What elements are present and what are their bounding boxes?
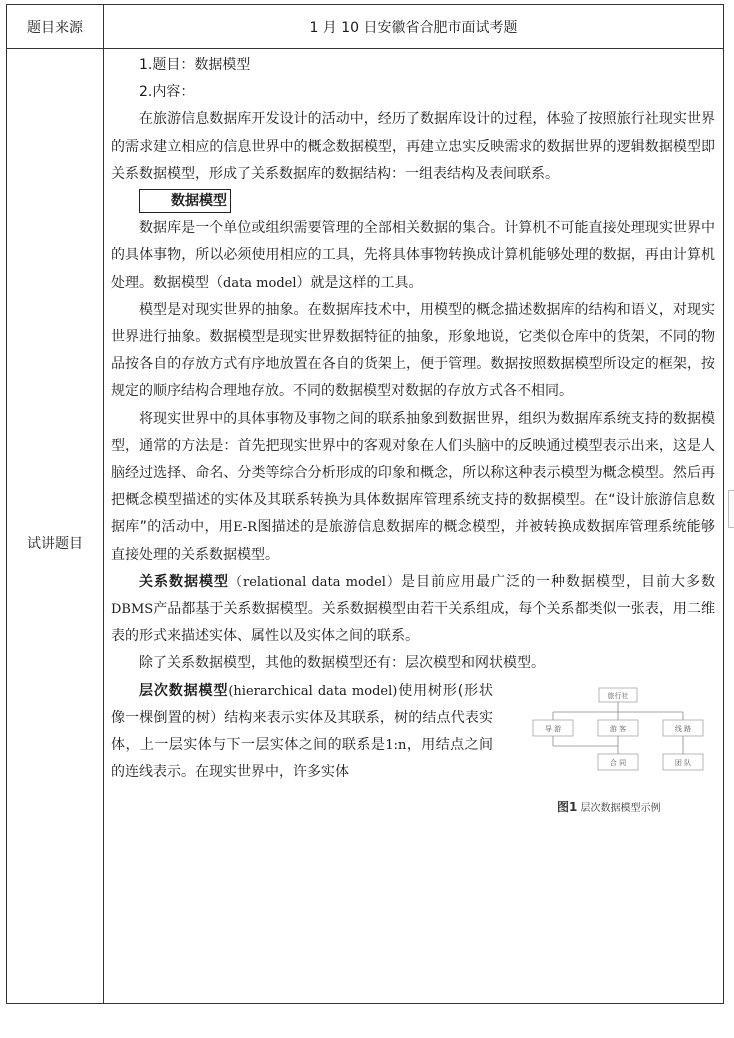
other-models-paragraph: 除了关系数据模型，其他的数据模型还有：层次模型和网状模型。 (139, 655, 545, 672)
page-edge-tab (728, 490, 734, 528)
node-left-label: 导 游 (544, 724, 562, 733)
hierarchy-figure (521, 684, 715, 814)
header-divider (7, 48, 723, 49)
relational-paragraph: 关系数据模型（relational data model）是目前应用最广泛的一种数据模型，目前大多数DBMS产品都基于关系数据模型。关系数据模型由若干关系组成，每个关系都类似一张表，用二维表的形式来描述实体、属性以及实体之间的联系。 (111, 573, 715, 645)
node-middle-label: 游 客 (609, 724, 627, 733)
lecture-topic-label: 试讲题目 (27, 536, 83, 552)
source-value: 1 月 10 日安徽省合肥市面试考题 (309, 19, 518, 36)
intro-paragraph: 在旅游信息数据库开发设计的活动中，经历了数据库设计的过程，体验了按照旅行社现实世界的需求建立相应的信息世界中的概念数据模型，再建立忠实反映需求的数据世界的逻辑数据模型即关系数据模型，形成了关系数据库的数据结构：一组表结构及表间联系。 (111, 111, 715, 182)
node-bottom-left-label: 合 同 (609, 758, 627, 767)
hierarchical-block (111, 678, 715, 814)
figure-caption: 图1 层次数据模型示例 (557, 799, 661, 814)
section-heading-row (111, 188, 715, 215)
source-label: 题目来源 (27, 19, 83, 36)
section-heading: 数据模型 (139, 189, 231, 213)
hierarchy-diagram (521, 684, 715, 794)
hierarchical-paragraph: 层次数据模型(hierarchical data model)使用树形(形状像一棵倒置的树）结构来表示实体及其联系，树的结点代表实体，上一层实体与下一层实体之间的联系是1:n，用结点之间的连线表示。在现实世界中，许多实体 (111, 682, 494, 781)
node-root-label: 旅行社 (607, 691, 629, 700)
content-line: 2.内容： (139, 84, 195, 101)
content-cell (111, 52, 715, 814)
model-paragraph: 模型是对现实世界的抽象。在数据库技术中，用模型的概念描述数据库的结构和语义，对现实世界进行抽象。数据模型是现实世界数据特征的抽象，形象地说，它类似仓库中的货架，不同的物品按各自的存放方式有序地放置在各自的货架上，便于管理。数据按照数据模型所设定的框架，按规定的顺序结构合理地存放。不同的数据模型对数据的存放方式各不相同。 (111, 301, 715, 400)
topic-line: 1.题目：数据模型 (139, 57, 251, 73)
exam-table (6, 4, 724, 1004)
column-divider (103, 5, 104, 1003)
database-paragraph: 数据库是一个单位或组织需要管理的全部相关数据的集合。计算机不可能直接处理现实世界中的具体事物，所以必须使用相应的工具，先将具体事物转换成计算机能够处理的数据，再由计算机处理。数据模型（data model）就是这样的工具。 (111, 220, 715, 291)
node-right-label: 线 路 (674, 724, 692, 733)
er-paragraph: 将现实世界中的具体事物及事物之间的联系抽象到数据世界，组织为数据库系统支持的数据模型，通常的方法是：首先把现实世界中的客观对象在人们头脑中的反映通过模型表示出来，这是人脑经过选择、命名、分类等综合分析形成的印象和概念，所以称这种表示模型为概念模型。然后再把概念模型描述的实体及其联系转换为具体数据库管理系统支持的数据模型。在“设计旅游信息数据库”的活动中，用E-R图描述的是旅游信息数据库的概念模型，并被转换成数据库管理系统能够直接处理的关系数据模型。 (111, 410, 715, 563)
node-bottom-right-label: 团 队 (674, 758, 692, 767)
